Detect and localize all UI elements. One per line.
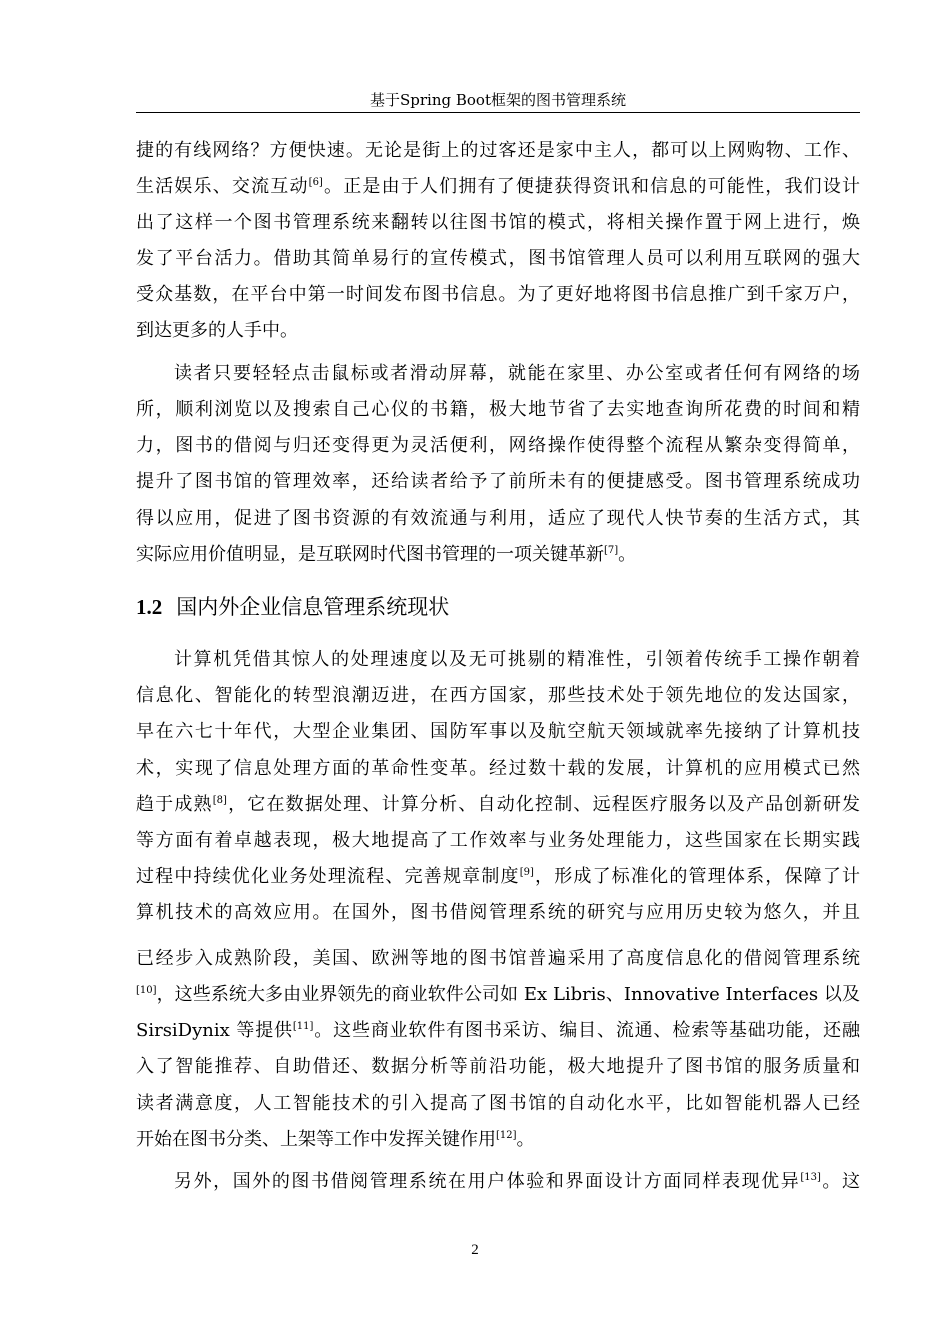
text-span: ，它在数据处理、计算分析、自动化控制、远程医疗服务以及产品创新研发: [226, 794, 861, 815]
para3-line-3: 早在六七十年代，大型企业集团、国防军事以及航空航天领域就率先接纳了计算机技: [136, 721, 860, 742]
text-span: 过程中持续优化业务处理流程、完善规章制度: [136, 866, 520, 887]
para3-line-9: 已经步入成熟阶段，美国、欧洲等地的图书馆普遍采用了高度信息化的借阅管理系统: [136, 948, 860, 969]
para3-line-14: [136, 1128, 860, 1152]
para2-line-3: 力，图书的借阅与归还变得更为灵活便利，网络操作使得整个流程从繁杂变得简单，: [136, 435, 860, 456]
citation-ref-7: [7]: [604, 545, 619, 556]
citation-ref-10: [10]: [136, 985, 157, 996]
citation-ref-13: [13]: [800, 1172, 821, 1183]
page-number: 2: [471, 1242, 479, 1258]
citation-ref-8: [8]: [212, 795, 227, 806]
section-number: 1.2: [136, 595, 163, 619]
para2-line-6: [136, 543, 860, 567]
para3-line-5: [136, 793, 860, 817]
para2-line-5: 得以应用，促进了图书资源的有效流通与利用，适应了现代人快节奏的生活方式，其: [136, 508, 860, 529]
para1-line-2: [136, 175, 860, 199]
para1-line-5: 受众基数，在平台中第一时间发布图书信息。为了更好地将图书信息推广到千家万户，: [136, 284, 860, 305]
running-header: 基于Spring Boot框架的图书管理系统: [370, 91, 626, 109]
text-span: 。: [618, 544, 637, 565]
para2-line-1: 读者只要轻轻点击鼠标或者滑动屏幕，就能在家里、办公室或者任何有网络的场: [174, 363, 860, 384]
para1-line-1: 捷的有线网络？方便快速。无论是街上的过客还是家中主人，都可以上网购物、工作、: [136, 140, 860, 161]
text-span: SirsiDynix 等提供: [136, 1020, 293, 1041]
text-span: 开始在图书分类、上架等工作中发挥关键作用: [136, 1129, 496, 1150]
text-span: 趋于成熟: [136, 794, 213, 815]
citation-ref-6: [6]: [308, 177, 323, 188]
text-span: 。: [516, 1129, 535, 1150]
para1-line-4: 发了平台活力。借助其简单易行的宣传模式，图书馆管理人员可以利用互联网的强大: [136, 248, 860, 269]
text-span: ，形成了标准化的管理体系，保障了计: [533, 866, 861, 887]
para3-line-11: [136, 1019, 860, 1043]
para2-line-2: 所，顺利浏览以及搜索自己心仪的书籍，极大地节省了去实地查询所花费的时间和精: [136, 399, 860, 420]
para4-line-1: [136, 1170, 860, 1194]
para3-line-2: 信息化、智能化的转型浪潮迈进，在西方国家，那些技术处于领先地位的发达国家，: [136, 685, 860, 706]
text-span: 。这: [820, 1171, 861, 1192]
para1-line-3: 出了这样一个图书管理系统来翻转以往图书馆的模式，将相关操作置于网上进行，焕: [136, 212, 860, 233]
text-span: 生活娱乐、交流互动: [136, 176, 309, 197]
para3-line-8: 算机技术的高效应用。在国外，图书借阅管理系统的研究与应用历史较为悠久，并且: [136, 902, 860, 923]
section-title: 国内外企业信息管理系统现状: [176, 595, 450, 619]
citation-ref-9: [9]: [519, 867, 534, 878]
text-span: 。这些商业软件有图书采访、编目、流通、检索等基础功能，还融: [313, 1020, 860, 1041]
para3-line-4: 术，实现了信息处理方面的革命性变革。经过数十载的发展，计算机的应用模式已然: [136, 758, 860, 779]
para3-line-12: 入了智能推荐、自助借还、数据分析等前沿功能，极大地提升了图书馆的服务质量和: [136, 1056, 860, 1077]
text-span: 。正是由于人们拥有了便捷获得资讯和信息的可能性，我们设计: [322, 176, 861, 197]
para1-line-6: 到达更多的人手中。: [136, 320, 298, 341]
para2-line-4: 提升了图书馆的管理效率，还给读者给予了前所未有的便捷感受。图书管理系统成功: [136, 471, 860, 492]
text-span: 实际应用价值明显，是互联网时代图书管理的一项关键革新: [136, 544, 604, 565]
para3-line-10: [136, 983, 860, 1007]
text-span: 另外，国外的图书借阅管理系统在用户体验和界面设计方面同样表现优异: [174, 1171, 801, 1192]
para3-line-1: 计算机凭借其惊人的处理速度以及无可挑剔的精准性，引领着传统手工操作朝着: [174, 649, 860, 670]
para3-line-13: 读者满意度，人工智能技术的引入提高了图书馆的自动化水平，比如智能机器人已经: [136, 1093, 860, 1114]
citation-ref-11: [11]: [292, 1021, 314, 1032]
para3-line-6: 等方面有着卓越表现，极大地提高了工作效率与业务处理能力，这些国家在长期实践: [136, 830, 860, 851]
header-rule: [136, 112, 860, 113]
section-heading: [136, 593, 860, 621]
para3-line-7: [136, 865, 860, 889]
citation-ref-12: [12]: [496, 1130, 517, 1141]
text-span: ，这些系统大多由业界领先的商业软件公司如 Ex Libris、Innovative Interfaces 以及: [156, 984, 860, 1005]
